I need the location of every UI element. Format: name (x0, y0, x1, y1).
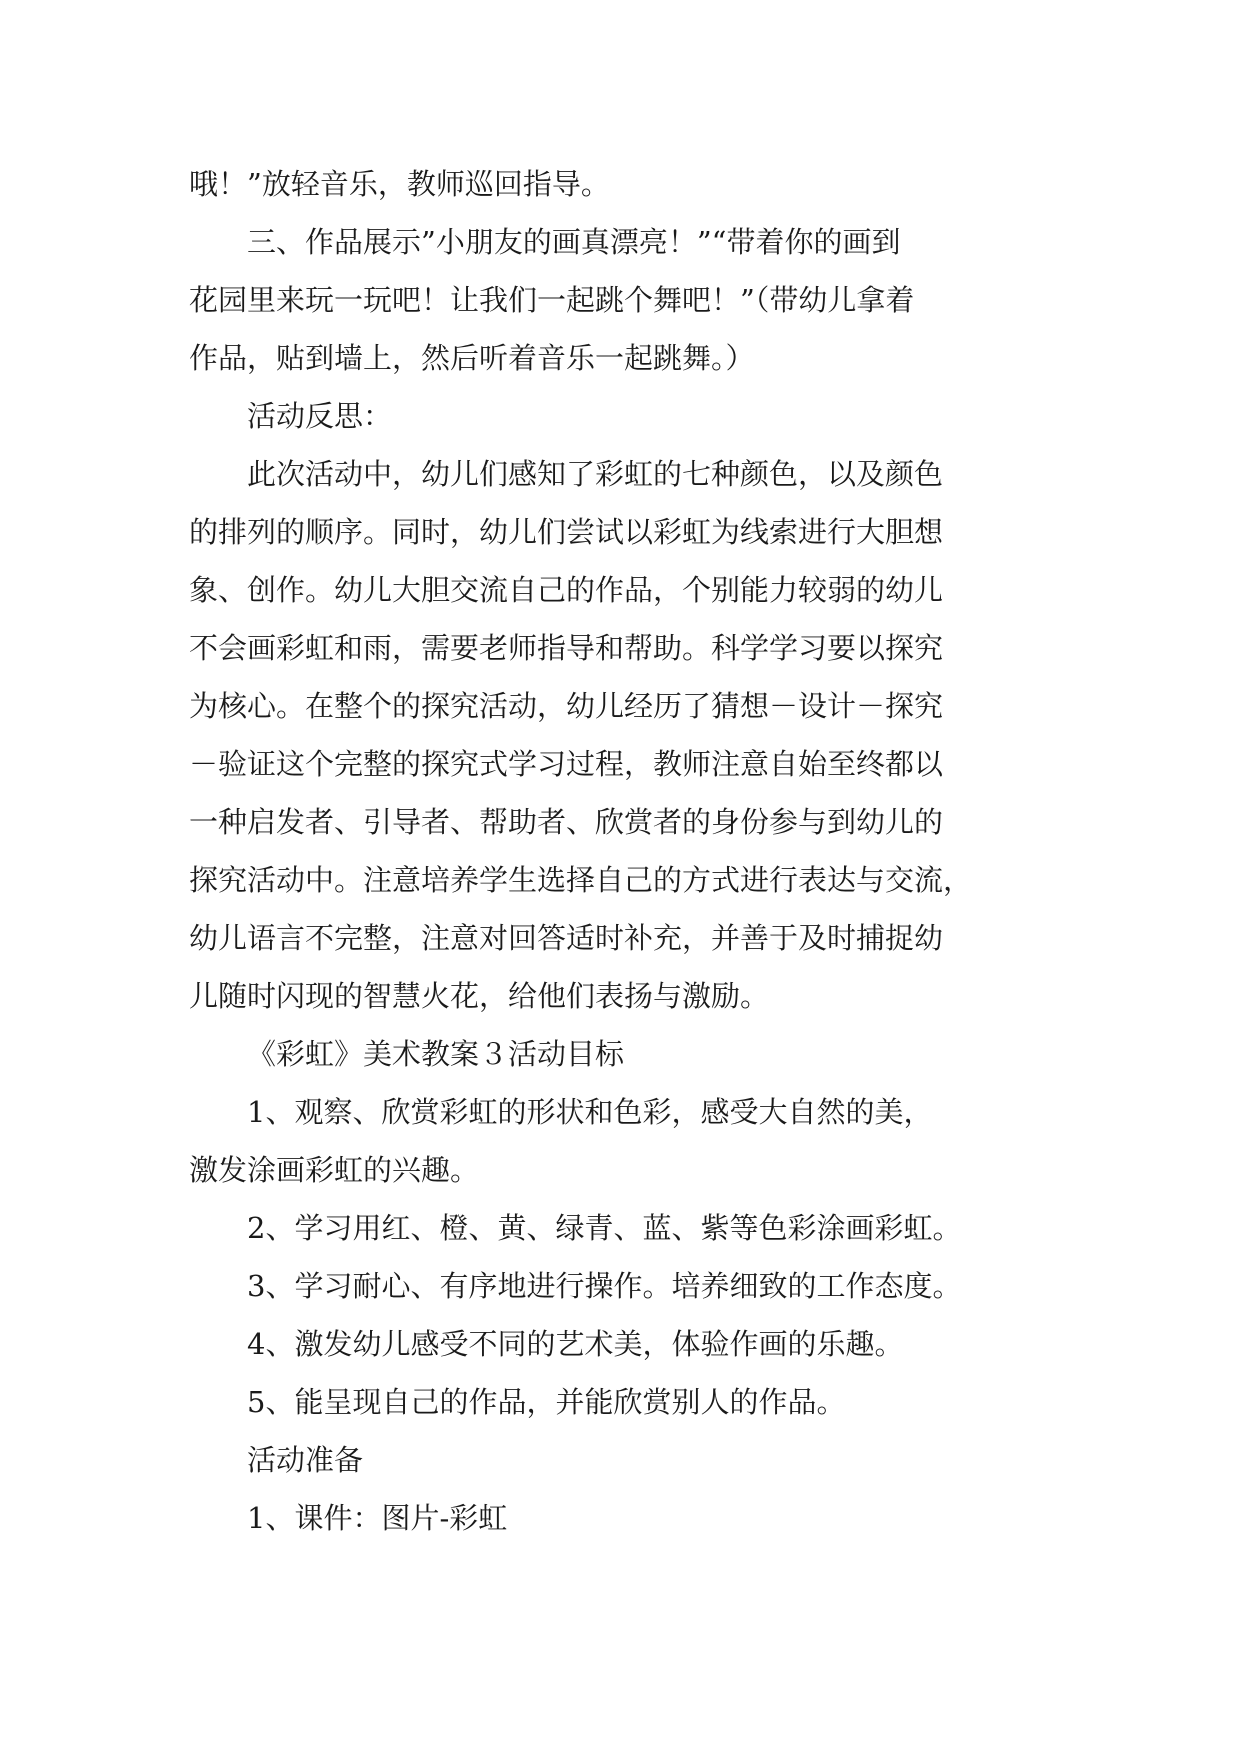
paragraph (189, 445, 1059, 1025)
paragraph (189, 1315, 1059, 1373)
paragraph (189, 1199, 1059, 1257)
text-line: 幼儿语言不完整，注意对回答适时补充，并善于及时捕捉幼 (189, 921, 944, 955)
text-line: 儿随时闪现的智慧火花，给他们表扬与激励。 (189, 979, 770, 1013)
text-line: 1、观察、欣赏彩虹的形状和色彩，感受大自然的美， (247, 1095, 933, 1129)
text-line: 探究活动中。注意培养学生选择自己的方式进行表达与交流， (189, 863, 973, 897)
text-line: 作品，贴到墙上，然后听着音乐一起跳舞。） (189, 341, 755, 375)
paragraph (189, 1083, 1059, 1199)
paragraph (189, 1489, 1059, 1547)
paragraph (189, 1373, 1059, 1431)
text-line: 2、学习用红、橙、黄、绿青、蓝、紫等色彩涂画彩虹。 (247, 1211, 962, 1245)
text-line: 哦！”放轻音乐，教师巡回指导。 (189, 167, 610, 201)
text-line: 一种启发者、引导者、帮助者、欣赏者的身份参与到幼儿的 (189, 805, 944, 839)
text-line: 《彩虹》美术教案３活动目标 (247, 1037, 625, 1071)
text-line: 3、学习耐心、有序地进行操作。培养细致的工作态度。 (247, 1269, 962, 1303)
paragraph (189, 1025, 1059, 1083)
paragraph (189, 387, 1059, 445)
text-line: 三、作品展示”小朋友的画真漂亮！”“带着你的画到 (247, 225, 901, 259)
text-line: 4、激发幼儿感受不同的艺术美，体验作画的乐趣。 (247, 1327, 904, 1361)
text-line: 花园里来玩一玩吧！让我们一起跳个舞吧！”（带幼儿拿着 (189, 283, 915, 317)
text-line: 此次活动中，幼儿们感知了彩虹的七种颜色，以及颜色 (247, 457, 944, 491)
paragraph (189, 155, 1059, 213)
text-line: 活动准备 (247, 1443, 364, 1477)
text-line: 象、创作。幼儿大胆交流自己的作品，个别能力较弱的幼儿 (189, 573, 944, 607)
text-line: 5、能呈现自己的作品，并能欣赏别人的作品。 (247, 1385, 846, 1419)
text-line: －验证这个完整的探究式学习过程，教师注意自始至终都以 (189, 747, 944, 781)
text-line: 活动反思： (247, 399, 393, 433)
text-line: 的排列的顺序。同时，幼儿们尝试以彩虹为线索进行大胆想 (189, 515, 944, 549)
text-line: 为核心。在整个的探究活动，幼儿经历了猜想－设计－探究 (189, 689, 944, 723)
paragraph (189, 213, 1059, 387)
paragraph (189, 1257, 1059, 1315)
text-line: 1、课件：图片-彩虹 (247, 1501, 508, 1535)
text-line: 不会画彩虹和雨，需要老师指导和帮助。科学学习要以探究 (189, 631, 944, 665)
text-line: 激发涂画彩虹的兴趣。 (189, 1153, 480, 1187)
paragraph (189, 1431, 1059, 1489)
document-body (189, 155, 1059, 1547)
